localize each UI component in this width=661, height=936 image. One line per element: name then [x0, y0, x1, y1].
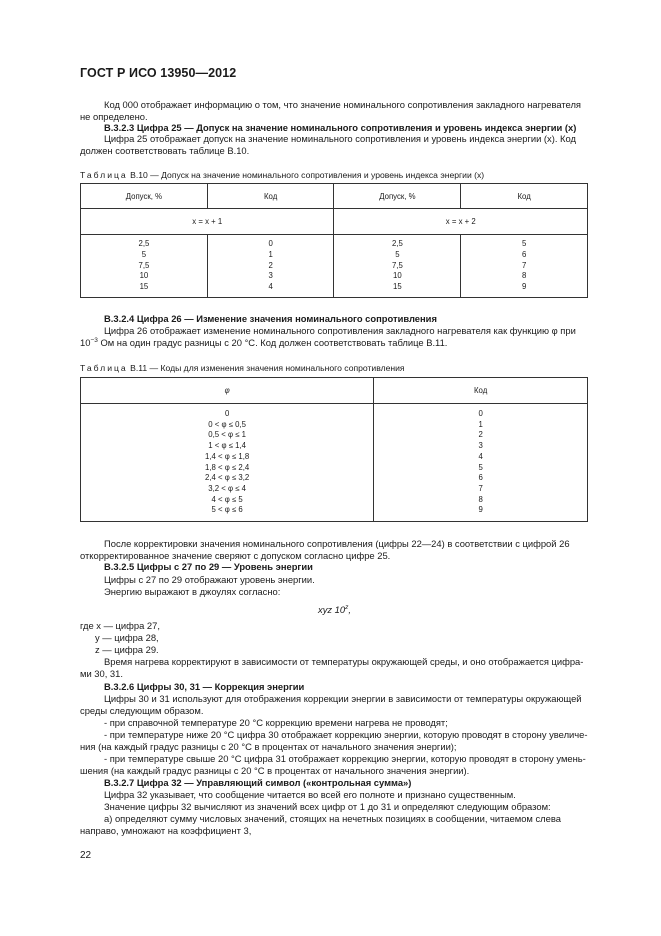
section-heading-b325: В.3.2.5 Цифры с 27 по 29 — Уровень энергии: [104, 561, 313, 572]
table-cell: 10: [139, 271, 149, 281]
table-group-cell: x = x + 1: [81, 209, 334, 235]
caption-text: В.10 — Допуск на значение номинального сопротивления и уровень индекса энергии (x): [127, 170, 485, 180]
table-cell: 15: [139, 282, 149, 292]
table-cell: 5: [395, 249, 400, 259]
table-header-cell: Допуск, %: [81, 184, 208, 209]
paragraph-line: Цифра 32 указывает, что сообщение читается во всей его полноте и признано существенным.: [104, 789, 516, 800]
table-caption-b11: [80, 362, 405, 374]
table-column-code: [207, 235, 334, 298]
table-cell: 7,5: [391, 260, 403, 270]
table-column-code: [461, 235, 588, 298]
paragraph-line: Код 000 отображает информацию о том, что значение номинального сопротивления закладного нагревателя: [104, 99, 581, 110]
caption-word: Таблица: [80, 363, 128, 373]
table-cell: 6: [478, 473, 483, 483]
table-cell: 5 < φ ≤ 6: [211, 505, 243, 515]
caption-word: Таблица: [80, 170, 128, 180]
table-cell: 1: [478, 419, 483, 429]
list-item: - при справочной температуре 20 °C коррекцию времени нагрева не проводят;: [104, 717, 448, 728]
paragraph-line: ми 30, 31.: [80, 668, 123, 679]
paragraph-line: Значение цифры 32 вычисляют из значений всех цифр от 1 до 31 и определяют следующим образом:: [104, 801, 551, 812]
paragraph-line: Цифра 26 отображает изменение номинального сопротивления закладного нагревателя как функцию φ при: [104, 325, 576, 336]
paragraph-line: [80, 337, 447, 349]
variable-definition: y — цифра 28,: [95, 632, 159, 643]
table-cell: 0,5 < φ ≤ 1: [208, 430, 246, 440]
table-cell: 2: [268, 260, 273, 270]
energy-formula: [318, 604, 351, 616]
table-cell: 0: [224, 409, 230, 419]
table-cell: 6: [521, 249, 527, 259]
section-heading-b323: В.3.2.3 Цифра 25 — Допуск на значение номинального сопротивления и уровень индекса энергии (x): [104, 122, 577, 133]
table-cell: 15: [393, 282, 402, 292]
list-item-continuation: ния (на каждый градус разницы с 20 °C в процентах от начального значения энергии);: [80, 741, 457, 752]
table-b10: [80, 183, 588, 298]
paragraph-line: Энергию выражают в джоулях согласно:: [104, 586, 281, 597]
paragraph-line: откорректированное значение сверяют с допуском согласно цифре 25.: [80, 550, 391, 561]
table-cell: 0: [268, 239, 273, 249]
table-column-tolerance: [334, 235, 461, 298]
paragraph-line: среды следующим образом.: [80, 705, 204, 716]
section-heading-b326: В.3.2.6 Цифры 30, 31 — Коррекция энергии: [104, 681, 305, 692]
page-number: 22: [80, 850, 92, 861]
formula-exponent: z: [345, 603, 349, 611]
table-header-cell: Код: [374, 378, 588, 404]
caption-text: В.11 — Коды для изменения значения номинального сопротивления: [127, 363, 405, 373]
paragraph-line: Время нагрева корректируют в зависимости от температуры окружающей среды, и оно отображается цифра-: [104, 656, 584, 667]
table-cell: 1,4 < φ ≤ 1,8: [205, 451, 250, 461]
paragraph-text: Ом на один градус разницы с 20 °C. Код должен соответствовать таблице В.11.: [97, 337, 448, 348]
section-heading-b327: В.3.2.7 Цифра 32 — Управляющий символ («контрольная сумма»): [104, 777, 412, 788]
table-cell: 3: [478, 441, 483, 451]
table-column-code: [374, 404, 588, 522]
table-cell: 8: [478, 494, 483, 504]
table-cell: 10: [393, 271, 402, 281]
table-header-cell: Допуск, %: [334, 184, 461, 209]
paragraph-line: не определено.: [80, 111, 148, 122]
table-cell: 9: [521, 282, 527, 292]
paragraph-line: После корректировки значения номинального сопротивления (цифры 22—24) в соответствии с цифрой 26: [104, 538, 570, 549]
table-header-cell: Код: [461, 184, 588, 209]
section-heading-b324: В.3.2.4 Цифра 26 — Изменение значения номинального сопротивления: [104, 313, 437, 324]
table-cell: 1,8 < φ ≤ 2,4: [205, 462, 250, 472]
table-b11: [80, 377, 588, 522]
table-cell: 7,5: [138, 260, 150, 270]
paragraph-line: Цифры 30 и 31 используют для отображения коррекции энергии в зависимости от температуры окружающей: [104, 693, 582, 704]
table-header-cell: Код: [207, 184, 334, 209]
variable-definition: где x — цифра 27,: [80, 620, 160, 631]
table-cell: 3,2 < φ ≤ 4: [208, 483, 246, 493]
table-caption-b10: [80, 169, 484, 181]
table-cell: 4: [478, 451, 483, 461]
table-cell: 1: [268, 249, 273, 259]
table-cell: 9: [478, 505, 483, 515]
power-exponent: −3: [90, 336, 98, 344]
formula-tail: ,: [348, 604, 351, 615]
table-cell: 0: [478, 409, 483, 419]
table-cell: 5: [521, 239, 527, 249]
table-cell: 8: [521, 271, 527, 281]
table-cell: 5: [478, 462, 483, 472]
table-column-tolerance: [81, 235, 208, 298]
table-cell: 2,5: [391, 239, 403, 249]
variable-definition: z — цифра 29.: [95, 644, 159, 655]
list-item: - при температуре свыше 20 °C цифра 31 отображает коррекцию энергии, которую проводят в сторону умень-: [104, 753, 586, 764]
table-header-cell: φ: [81, 378, 374, 404]
paragraph-line: должен соответствовать таблице В.10.: [80, 145, 250, 156]
table-cell: 2,4 < φ ≤ 3,2: [205, 473, 250, 483]
paragraph-line: Цифры с 27 по 29 отображают уровень энергии.: [104, 574, 315, 585]
table-group-cell: x = x + 2: [334, 209, 588, 235]
table-cell: 4: [268, 282, 273, 292]
list-item: - при температуре ниже 20 °C цифра 30 отображает коррекцию энергии, которую проводят в сторону увеличе-: [104, 729, 588, 740]
formula-base: xyz 10: [318, 604, 346, 615]
paragraph-line: направо, умножают на коэффициент 3,: [80, 825, 252, 836]
document-header: ГОСТ Р ИСО 13950—2012: [80, 66, 237, 80]
table-column-phi: [81, 404, 374, 522]
paragraph-line: а) определяют сумму числовых значений, стоящих на нечетных позициях в сообщении, читаемом слева: [104, 813, 561, 824]
table-cell: 7: [521, 260, 527, 270]
power-base: 10: [80, 337, 91, 348]
table-cell: 7: [478, 483, 483, 493]
table-cell: 3: [268, 271, 273, 281]
table-cell: 4 < φ ≤ 5: [211, 494, 243, 504]
paragraph-line: Цифра 25 отображает допуск на значение номинального сопротивления и уровень индекса энергии (x). Код: [104, 133, 576, 144]
table-cell: 2: [478, 430, 483, 440]
table-cell: 1 < φ ≤ 1,4: [208, 441, 246, 451]
list-item-continuation: шения (на каждый градус разницы с 20 °C в процентах от начального значения энергии).: [80, 765, 470, 776]
table-cell: 5: [141, 249, 147, 259]
table-cell: 2,5: [138, 239, 150, 249]
table-cell: 0 < φ ≤ 0,5: [208, 419, 246, 429]
